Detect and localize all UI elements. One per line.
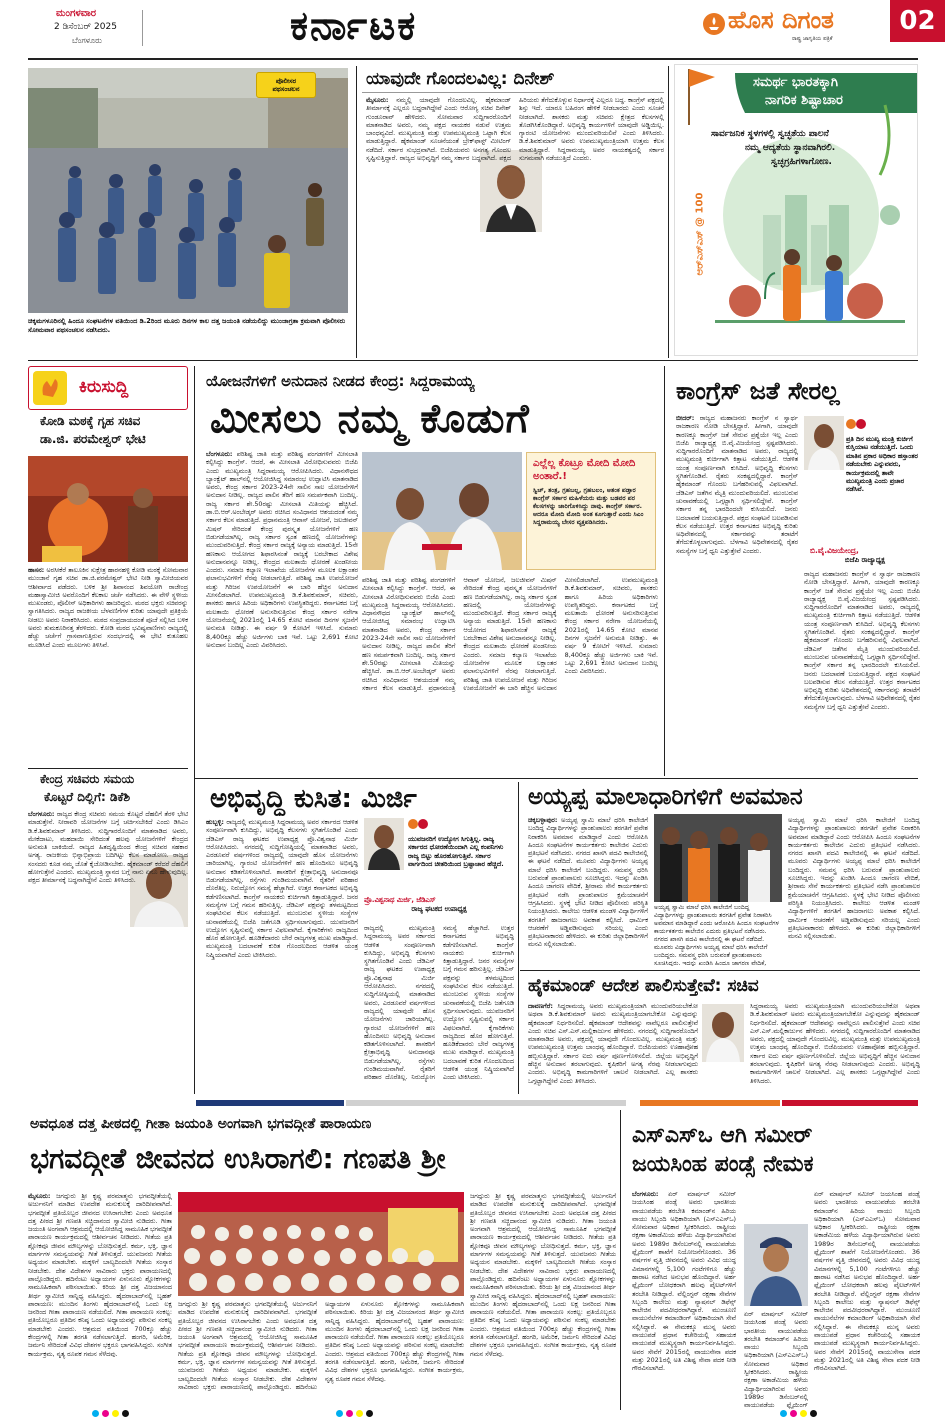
pullquote-text: ಎಲ್ಲೆಲ್ಲ ಕೊಟ್ರೂ ಮೋದಿ ಮೋದಿ ಅಂತಾರೆ.! <box>533 458 636 482</box>
bar-segment-navy <box>196 1100 344 1106</box>
quote-mark-icon <box>846 417 866 431</box>
reg-dot-black <box>810 1410 817 1417</box>
congress-quote-attrib <box>810 546 920 565</box>
main-body-text-2: ಪರಿಶಿಷ್ಟ ಜಾತಿ ಮತ್ತು ಪರಿಶಿಷ್ಟ ಪಂಗಡಗಳಿಗೆ ಮೀಸಲಾತಿ ಕಲ್ಪಿಸಿದ್ದು ಕಾಂಗ್ರೆಸ್. ಆದರೆ, ಈ ಮೀಸಲಾತಿ ವಿರೋಧಿಸುವವರು ಬಿಜೆಪಿ ಎಂದು ಮುಖ್ಯಮಂತ್ರಿ ಸಿದ್ದರಾಮಯ್ಯ ಆರೋಪಿಸಿದರು. ವಿಧಾನಸೌಧದ ಬ್ಯಾಂಕ್ವೆಟ್ ಹಾಲ್‌ನಲ್ಲಿ ಆಯೋಜಿಸಿದ್ದ ಸಮಾರಂಭ ಉದ್ಘಾಟಿಸಿ ಮಾತನಾಡಿದ ಅವರು, ಕೇಂದ್ರ ಸರ್ಕಾರ 2023-24ನೇ ಸಾಲಿನ ಸಾಲ ಯೋಜನೆಗಳಿಗೆ ಅನುದಾನ ನೀಡಿಲ್ಲ. ರಾಜ್ಯದ ಪಾಲಿನ ತೆರಿಗೆ ಹಣ ಸಮರ್ಪಕವಾಗಿ ಬಂದಿಲ್ಲ. ರಾಜ್ಯ ಸರ್ಕಾರ ಶೇ.50ರಷ್ಟು ಮೀಸಲಾತಿ ಮಿತಿಯನ್ನು ಹೆಚ್ಚಿಸಿದೆ. ಡಾ.ಬಿ.ಆರ್.ಅಂಬೇಡ್ಕರ್ ಅವರು ರಚಿಸಿದ ಸಂವಿಧಾನದ ಆಶಯದಂತೆ ನಮ್ಮ ಸರ್ಕಾರ ಕೆಲಸ ಮಾಡುತ್ತಿದೆ. ಪ್ರಧಾನಮಂತ್ರಿ ಆವಾಸ್ ಯೋಜನೆ, ಜಲಜೀವನ್ ಮಿಷನ್ ಸೇರಿದಂತೆ ಕೇಂದ್ರ ಪುರಸ್ಕೃತ ಯೋಜನೆಗಳಿಗೆ ಹಣ ಬಿಡುಗಡೆಯಾಗಿಲ್ಲ. ರಾಜ್ಯ ಸರ್ಕಾರ ಸ್ವಂತ ಹಣದಲ್ಲಿ ಯೋಜನೆಗಳನ್ನು ಮುಂದುವರಿಸುತ್ತಿದೆ. ಕೇಂದ್ರ ಸರ್ಕಾರ ರಾಜ್ಯಕ್ಕೆ ಅನ್ಯಾಯ ಮಾಡುತ್ತಿದೆ. 15ನೇ ಹಣಕಾಸು ಆಯೋಗದ ಶಿಫಾರಸಿನಂತೆ ರಾಜ್ಯಕ್ಕೆ ಬರಬೇಕಾದ ವಿಶೇಷ ಅನುದಾನವನ್ನೂ ನೀಡಿಲ್ಲ. ಕೇಂದ್ರದ ಮಲತಾಯಿ ಧೋರಣೆ ಖಂಡನೀಯ ಎಂದರು. ಸಮಾಜ ಕಲ್ಯಾಣ ಇಲಾಖೆಯ ಯೋಜನೆಗಳ ಮೂಲಕ ಲಕ್ಷಾಂತರ ಫಲಾನುಭವಿಗಳಿಗೆ ನೆರವು ನೀಡಲಾಗುತ್ತಿದೆ. ಪರಿಶಿಷ್ಟ ಜಾತಿ ಉಪಯೋಜನೆ ಮತ್ತು ಗಿರಿಜನ ಉಪಯೋಜನೆಗೆ ಈ ಬಾರಿ ಹೆಚ್ಚಿನ ಅನುದಾನ ಮೀಸಲಿಡಲಾಗಿದೆ. ಉಪಮುಖ್ಯಮಂತ್ರಿ ಡಿ.ಕೆ.ಶಿವಕುಮಾರ್, ಸಚಿವರು, ಶಾಸಕರು ಹಾಗೂ ಹಿರಿಯ ಅಧಿಕಾರಿಗಳು ಉಪಸ್ಥಿತರಿದ್ದರು. ಕರ್ನಾಟಕದ ಬಗ್ಗೆ ಮಲತಾಯಿ ಧೋರಣೆ ಅನುಸರಿಸುತ್ತಿರುವ ಕೇಂದ್ರ ಸರ್ಕಾರ ನರೇಗಾ ಯೋಜನೆಯಲ್ಲಿ 2021ರಲ್ಲಿ 14.65 ಕೋಟಿ ಮಾನವ ದಿನಗಳ ಸೃಜನೆಗೆ ಅನುಮತಿ ನೀಡಿತ್ತು. ಈ ವರ್ಷ 9 ಕೋಟಿಗೆ ಇಳಿಸಿದೆ. ಸುಮಾರು 8,400ಕ್ಕೂ ಹೆಚ್ಚು ಅರ್ಜಿಗಳು ಬಾಕಿ ಇವೆ. ಒಟ್ಟು 2,691 ಕೋಟಿ ಅನುದಾನ ಬಂದಿಲ್ಲ ಎಂದು ವಿವರಿಸಿದರು. <box>362 576 658 692</box>
mirji-quote-text: ಯುವಜನರಿಗೆ ಉದ್ಯೋಗ ಸಿಗುತ್ತಿಲ್ಲ. ರಾಜ್ಯ ಸರ್ಕಾರದ ಧೋರಣೆಯಿಂದಾಗಿ ಎಲ್ಲ ಕಂಪನಿಗಳು ರಾಜ್ಯ ಬಿಟ್ಟು ಹೊರಹೋಗುತ್ತಿವೆ. ಸರ್ಕಾರ ವಾರ್ಗದಿಂದ ಚೀತರಿಯಿಂದ ಬ್ರಷ್ಟಾಚಾರ ಹೆಚ್ಚಿದೆ. <box>408 835 504 869</box>
haikamand-body-text: ಸಿದ್ದರಾಮಯ್ಯ ಅವರು ಮುಖ್ಯಮಂತ್ರಿಯಾಗಿ ಮುಂದುವರಿಯಬೇಕೋ ಅಥವಾ ಡಿ.ಕೆ.ಶಿವಕುಮಾರ್ ಅವರು ಮುಖ್ಯಮಂತ್ರಿಯಾಗಬೇಕೋ ಎನ್ನುವುದನ್ನು ಹೈಕಮಾಂಡ್ ನಿರ್ಧರಿಸಲಿದೆ. ಹೈಕಮಾಂಡ್ ಆದೇಶವನ್ನು ನಾವೆಲ್ಲರೂ ಪಾಲಿಸುತ್ತೇವೆ ಎಂದು ಸಚಿವ ಎಸ್.ಎಸ್.ಮಲ್ಲಿಕಾರ್ಜುನ ಹೇಳಿದರು. ನಗರದಲ್ಲಿ ಸುದ್ದಿಗಾರರೊಂದಿಗೆ ಮಾತನಾಡಿದ ಅವರು, ಪಕ್ಷದಲ್ಲಿ ಯಾವುದೇ ಗೊಂದಲವಿಲ್ಲ. ಮುಖ್ಯಮಂತ್ರಿ ಮತ್ತು ಉಪಮುಖ್ಯಮಂತ್ರಿ ಉತ್ತಮ ಬಾಂಧವ್ಯ ಹೊಂದಿದ್ದಾರೆ. ಬಿಜೆಪಿಯವರು ಊಹಾಪೋಹ ಹಬ್ಬಿಸುತ್ತಿದ್ದಾರೆ. ಸರ್ಕಾರ ಐದು ವರ್ಷ ಪೂರ್ಣಗೊಳಿಸಲಿದೆ. ಜಿಲ್ಲೆಯ ಅಭಿವೃದ್ಧಿಗೆ ಹೆಚ್ಚಿನ ಅನುದಾನ ತರಲಾಗುವುದು. ಕೃಷಿಕರಿಗೆ ಅಗತ್ಯ ನೆರವು ನೀಡಲಾಗುವುದು ಎಂದರು. ಅಭಿವೃದ್ಧಿ ಕಾಮಗಾರಿಗಳಿಗೆ ಚಾಲನೆ ನೀಡಲಾಗಿದೆ. ಎಲ್ಲ ಶಾಸಕರು ಒಗ್ಗಟ್ಟಾಗಿದ್ದೇವೆ ಎಂದು ತಿಳಿಸಿದರು. <box>528 1002 698 1085</box>
page-number: 02 <box>899 6 936 36</box>
ayyappa-caption <box>654 904 782 966</box>
mirji-photo <box>364 818 404 870</box>
reg-dot-black <box>366 1410 373 1417</box>
gita-body-1 <box>28 1192 172 1410</box>
mirji-quote-name: ಪ್ರೊ.ವಿಶ್ವನಾಥ ಮಿರ್ಜಿ, ಜೆಡಿಎಸ್ <box>364 896 436 904</box>
bar-segment-red <box>782 1100 918 1106</box>
ad-title-2: ನಾಗರಿಕ ಶಿಷ್ಟಾಚಾರ <box>765 93 843 108</box>
date-box <box>28 8 138 48</box>
mirji-portrait <box>364 818 404 870</box>
dk-headline-2: ಕೊಟ್ಟರೆ ದಿಲ್ಲಿಗೆ: ಡಿಕೆಶಿ <box>44 790 131 804</box>
sameer-body-text-2: ಏರ್ ಮಾರ್ಷಲ್ ಸಮೀರ್ ಜಯಸಿಂಹ ಪಂಡ್ಸೆ ಅವರು ಭಾರತೀಯ ವಾಯುಪಡೆಯ ತರಬೇತಿ ಕಮಾಂಡ್‌ನ ಹಿರಿಯ ವಾಯು ಸಿಬ್ಬಂದಿ ಅಧಿಕಾರಿಯಾಗಿ (ಎಸ್‌ಎಎಸ್‌ಒ) ಸೋಮವಾರ ಅಧಿಕಾರ ಸ್ವೀಕರಿಸಿದರು. ರಾಷ್ಟ್ರೀಯ ರಕ್ಷಣಾ ಅಕಾಡೆಮಿಯ ಹಳೆಯ ವಿದ್ಯಾರ್ಥಿಯಾಗಿರುವ ಅವರು 1989ರ ಡಿಸೆಂಬರ್‌ನಲ್ಲಿ ವಾಯುಪಡೆಯ ಫ್ಲೈಯಿಂಗ್ <box>744 1310 808 1410</box>
reg-dot-cyan <box>780 1410 787 1417</box>
col-rule-3 <box>194 366 195 1094</box>
ad-line-1: ಸಾರ್ವಜನಿಕ ಸ್ಥಳಗಳಲ್ಲಿ ಸ್ವಚ್ಛತೆಯ ಪಾಲನೆ <box>711 129 829 139</box>
ayyappa-headline: ಅಯ್ಯಪ್ಪ ಮಾಲಾಧಾರಿಗಳಿಗೆ ಅವಮಾನ <box>528 784 803 810</box>
congress-body-2 <box>804 570 920 776</box>
mirji-body-text-2: ರಾಜ್ಯದಲ್ಲಿ ಮುಖ್ಯಮಂತ್ರಿ ಸಿದ್ದರಾಮಯ್ಯ ಅವರ ಸರ್ಕಾರದ ಆಡಳಿತ ಸಂಪೂರ್ಣವಾಗಿ ಕುಸಿದಿದ್ದು, ಅಭಿವೃದ್ಧಿ ಕೆಲಸಗಳು ಸ್ಥಗಿತಗೊಂಡಿವೆ ಎಂದು ಜೆಡಿಎಸ್ ರಾಜ್ಯ ಘಟಕದ ಉಪಾಧ್ಯಕ್ಷ ಪ್ರೊ.ವಿಶ್ವನಾಥ ಮಿರ್ಜಿ ಆರೋಪಿಸಿದರು. ನಗರದಲ್ಲಿ ಸುದ್ದಿಗೋಷ್ಠಿಯಲ್ಲಿ ಮಾತನಾಡಿದ ಅವರು, ಎರಡೂವರೆ ವರ್ಷಗಳಿಂದ ರಾಜ್ಯದಲ್ಲಿ ಯಾವುದೇ ಹೊಸ ಯೋಜನೆಗಳು ಜಾರಿಯಾಗಿಲ್ಲ. ಗ್ಯಾರಂಟಿ ಯೋಜನೆಗಳಿಗೆ ಹಣ ಹೊಂದಿಸಲು ಅಭಿವೃದ್ಧಿ ಅನುದಾನ ಕಡಿತಗೊಳಿಸಲಾಗಿದೆ. ಶಾಸಕರಿಗೆ ಕ್ಷೇತ್ರಾಭಿವೃದ್ಧಿ ಅನುದಾನವೂ ಬಿಡುಗಡೆಯಾಗಿಲ್ಲ. ರಸ್ತೆಗಳು ಗುಂಡಿಮಯವಾಗಿವೆ. ರೈತರಿಗೆ ಪರಿಹಾರ ದೊರೆತಿಲ್ಲ. ನಿರುದ್ಯೋಗ ಸಮಸ್ಯೆ ಹೆಚ್ಚಾಗಿದೆ. ಉತ್ತರ ಕರ್ನಾಟಕದ ಅಭಿವೃದ್ಧಿ ಕಡೆಗಣಿಸಲಾಗಿದೆ. ಕಾಂಗ್ರೆಸ್ ನಾಯಕರು ಕುರ್ಚಿಗಾಗಿ ಕಿತ್ತಾಡುತ್ತಿದ್ದಾರೆ. ಜನರ ಸಮಸ್ಯೆಗಳ ಬಗ್ಗೆ ಗಮನ ಹರಿಸುತ್ತಿಲ್ಲ. ಜೆಡಿಎಸ್ ಪಕ್ಷವನ್ನು ತಳಮಟ್ಟದಿಂದ ಸಂಘಟಿಸುವ ಕೆಲಸ ನಡೆಯುತ್ತಿದೆ. ಮುಂಬರುವ ಸ್ಥಳೀಯ ಸಂಸ್ಥೆಗಳ ಚುನಾವಣೆಯಲ್ಲಿ ಬಿಜೆಪಿ ಜತೆಗೂಡಿ ಸ್ಪರ್ಧಿಸಲಾಗುವುದು. ಯುವಜನರಿಗೆ ಉದ್ಯೋಗ ಸೃಷ್ಟಿಸುವಲ್ಲಿ ಸರ್ಕಾರ ವಿಫಲವಾಗಿದೆ. ಕೈಗಾರಿಕೆಗಳು ರಾಜ್ಯದಿಂದ ಹೊರ ಹೋಗುತ್ತಿವೆ. ಹೂಡಿಕೆದಾರರು ಬೇರೆ ರಾಜ್ಯಗಳತ್ತ ಮುಖ ಮಾಡಿದ್ದಾರೆ. ಮುಖ್ಯಮಂತ್ರಿ ಬದಲಾವಣೆ ಕುರಿತ ಗೊಂದಲದಿಂದ ಆಡಳಿತ ಯಂತ್ರ ನಿಷ್ಕ್ರಿಯವಾಗಿದೆ ಎಂದು ಟೀಕಿಸಿದರು. <box>364 924 514 1082</box>
haikamand-headline: ಹೈಕಮಾಂಡ್ ಆದೇಶ ಪಾಲಿಸುತ್ತೇವೆ: ಸಚಿವ <box>528 976 759 996</box>
masthead-date: 2 ಡಿಸೆಂಬರ್ 2025 <box>54 22 117 32</box>
logo-tagline: ರಾಷ್ಟ್ರ ಜಾಗೃತಿಯ ಪತ್ರಿಕೆ <box>792 36 833 42</box>
sameer-body-text-3: ಏರ್ ಮಾರ್ಷಲ್ ಸಮೀರ್ ಜಯಸಿಂಹ ಪಂಡ್ಸೆ ಅವರು ಭಾರತೀಯ ವಾಯುಪಡೆಯ ತರಬೇತಿ ಕಮಾಂಡ್‌ನ ಹಿರಿಯ ವಾಯು ಸಿಬ್ಬಂದಿ ಅಧಿಕಾರಿಯಾಗಿ (ಎಸ್‌ಎಎಸ್‌ಒ) ಸೋಮವಾರ ಅಧಿಕಾರ ಸ್ವೀಕರಿಸಿದರು. ರಾಷ್ಟ್ರೀಯ ರಕ್ಷಣಾ ಅಕಾಡೆಮಿಯ ಹಳೆಯ ವಿದ್ಯಾರ್ಥಿಯಾಗಿರುವ ಅವರು 1989ರ ಡಿಸೆಂಬರ್‌ನಲ್ಲಿ ವಾಯುಪಡೆಯ ಫ್ಲೈಯಿಂಗ್ ಶಾಖೆಗೆ ನಿಯೋಜನೆಗೊಂಡರು. 36 ವರ್ಷಗಳ ವೃತ್ತಿ ಜೀವನದಲ್ಲಿ ಅವರು ವಿವಿಧ ಯುದ್ಧ ವಿಮಾನಗಳಲ್ಲಿ 5,100 ಗಂಟೆಗಳಿಗೂ ಹೆಚ್ಚು ಹಾರಾಟ ನಡೆಸಿದ ಅನುಭವ ಹೊಂದಿದ್ದಾರೆ. ಅರ್ಹ ಫ್ಲೈಯಿಂಗ್ ಬೋಧಕರಾಗಿ ಹಲವು ಪೈಲಟ್‌ಗಳಿಗೆ ತರಬೇತಿ ನೀಡಿದ್ದಾರೆ. ವೆಲ್ಲಿಂಗ್ಟನ್ ರಕ್ಷಣಾ ಸೇವೆಗಳ ಸಿಬ್ಬಂದಿ ಕಾಲೇಜು ಮತ್ತು ನ್ಯಾಷನಲ್ ಡಿಫೆನ್ಸ್ ಕಾಲೇಜಿನ ಪದವೀಧರರಾಗಿದ್ದಾರೆ. ಮುಂಚೂಣಿ ವಾಯುನೆಲೆಗಳ ಕಮಾಂಡಿಂಗ್ ಅಧಿಕಾರಿಯಾಗಿ ಸೇವೆ ಸಲ್ಲಿಸಿದ್ದಾರೆ. ಈ ನೇಮಕಕ್ಕೂ ಮುನ್ನ ಅವರು ವಾಯುಪಡೆ ಪ್ರಧಾನ ಕಚೇರಿಯಲ್ಲಿ ಸಹಾಯಕ ವಾಯುಪಡೆ ಮುಖ್ಯಸ್ಥರಾಗಿ ಕಾರ್ಯನಿರ್ವಹಿಸಿದ್ದರು. ಅವರ ಸೇವೆಗೆ 2015ರಲ್ಲಿ ವಾಯುಸೇನಾ ಪದಕ ಮತ್ತು 2021ರಲ್ಲಿ ಅತಿ ವಿಶಿಷ್ಟ ಸೇವಾ ಪದಕ ನೀಡಿ ಗೌರವಿಸಲಾಗಿದೆ. <box>814 1190 920 1373</box>
photo-caption: ಚಿಕ್ಕಮಗಳೂರಿನಲ್ಲಿ ಹಿಂದೂ ಸಂಘಟನೆಗಳ ವತಿಯಿಂದ ಡಿ.2ರಿಂದ ಮೂರು ದಿನಗಳ ಕಾಲ ದತ್ತ ಜಯಂತಿ ನಡೆಯಲಿದ್ದು ಮುಂಜಾಗ್ರತಾ ಕ್ರಮವಾಗಿ ಪೊಲೀಸರು ಸೋಮವಾರ ಪಥಸಂಚಲನ ನಡೆಸಿದರು. <box>28 317 346 334</box>
police-march-illustration <box>28 68 348 313</box>
ad-illustration <box>675 65 918 356</box>
mirji-body-text: ರಾಜ್ಯದಲ್ಲಿ ಮುಖ್ಯಮಂತ್ರಿ ಸಿದ್ದರಾಮಯ್ಯ ಅವರ ಸರ್ಕಾರದ ಆಡಳಿತ ಸಂಪೂರ್ಣವಾಗಿ ಕುಸಿದಿದ್ದು, ಅಭಿವೃದ್ಧಿ ಕೆಲಸಗಳು ಸ್ಥಗಿತಗೊಂಡಿವೆ ಎಂದು ಜೆಡಿಎಸ್ ರಾಜ್ಯ ಘಟಕದ ಉಪಾಧ್ಯಕ್ಷ ಪ್ರೊ.ವಿಶ್ವನಾಥ ಮಿರ್ಜಿ ಆರೋಪಿಸಿದರು. ನಗರದಲ್ಲಿ ಸುದ್ದಿಗೋಷ್ಠಿಯಲ್ಲಿ ಮಾತನಾಡಿದ ಅವರು, ಎರಡೂವರೆ ವರ್ಷಗಳಿಂದ ರಾಜ್ಯದಲ್ಲಿ ಯಾವುದೇ ಹೊಸ ಯೋಜನೆಗಳು ಜಾರಿಯಾಗಿಲ್ಲ. ಗ್ಯಾರಂಟಿ ಯೋಜನೆಗಳಿಗೆ ಹಣ ಹೊಂದಿಸಲು ಅಭಿವೃದ್ಧಿ ಅನುದಾನ ಕಡಿತಗೊಳಿಸಲಾಗಿದೆ. ಶಾಸಕರಿಗೆ ಕ್ಷೇತ್ರಾಭಿವೃದ್ಧಿ ಅನುದಾನವೂ ಬಿಡುಗಡೆಯಾಗಿಲ್ಲ. ರಸ್ತೆಗಳು ಗುಂಡಿಮಯವಾಗಿವೆ. ರೈತರಿಗೆ ಪರಿಹಾರ ದೊರೆತಿಲ್ಲ. ನಿರುದ್ಯೋಗ ಸಮಸ್ಯೆ ಹೆಚ್ಚಾಗಿದೆ. ಉತ್ತರ ಕರ್ನಾಟಕದ ಅಭಿವೃದ್ಧಿ ಕಡೆಗಣಿಸಲಾಗಿದೆ. ಕಾಂಗ್ರೆಸ್ ನಾಯಕರು ಕುರ್ಚಿಗಾಗಿ ಕಿತ್ತಾಡುತ್ತಿದ್ದಾರೆ. ಜನರ ಸಮಸ್ಯೆಗಳ ಬಗ್ಗೆ ಗಮನ ಹರಿಸುತ್ತಿಲ್ಲ. ಜೆಡಿಎಸ್ ಪಕ್ಷವನ್ನು ತಳಮಟ್ಟದಿಂದ ಸಂಘಟಿಸುವ ಕೆಲಸ ನಡೆಯುತ್ತಿದೆ. ಮುಂಬರುವ ಸ್ಥಳೀಯ ಸಂಸ್ಥೆಗಳ ಚುನಾವಣೆಯಲ್ಲಿ ಬಿಜೆಪಿ ಜತೆಗೂಡಿ ಸ್ಪರ್ಧಿಸಲಾಗುವುದು. ಯುವಜನರಿಗೆ ಉದ್ಯೋಗ ಸೃಷ್ಟಿಸುವಲ್ಲಿ ಸರ್ಕಾರ ವಿಫಲವಾಗಿದೆ. ಕೈಗಾರಿಕೆಗಳು ರಾಜ್ಯದಿಂದ ಹೊರ ಹೋಗುತ್ತಿವೆ. ಹೂಡಿಕೆದಾರರು ಬೇರೆ ರಾಜ್ಯಗಳತ್ತ ಮುಖ ಮಾಡಿದ್ದಾರೆ. ಮುಖ್ಯಮಂತ್ರಿ ಬದಲಾವಣೆ ಕುರಿತ ಗೊಂದಲದಿಂದ ಆಡಳಿತ ಯಂತ್ರ ನಿಷ್ಕ್ರಿಯವಾಗಿದೆ ಎಂದು ಟೀಕಿಸಿದರು. <box>206 818 358 959</box>
page-number-box <box>890 0 945 42</box>
kirusuddi-headline-1: ಕೋಡಿ ಮಠಕ್ಕೆ ಗೃಹ ಸಚಿವ <box>40 414 141 428</box>
kirusuddi-body-text: ಅರಸೀಕೆರೆ ತಾಲೂಕಿನ ಸುಕ್ಷೇತ್ರ ಹಾರನಹಳ್ಳಿ ಕೋಡಿ ಮಠಕ್ಕೆ ಸೋಮವಾರ ಮುಂಜಾನೆ ಗೃಹ ಸಚಿವ ಡಾ.ಜಿ.ಪರಮೇಶ್ವರ್ ಭೇಟಿ ನೀಡಿ ಸ್ವಾಮೀಜಿಯವರ ಆಶೀರ್ವಾದ ಪಡೆದರು. ಬಳಿಕ ಶ್ರೀ ಶಿವಾನಂದ ಶಿವಯೋಗಿ ರಾಜೇಂದ್ರ ಮಹಾಸ್ವಾಮೀಜಿ ಅವರೊಂದಿಗೆ ಕೆಲಕಾಲ ಚರ್ಚೆ ನಡೆಸಿದರು. ಈ ವೇಳೆ ಸ್ಥಳೀಯ ಮುಖಂಡರು, ಪೊಲೀಸ್ ಅಧಿಕಾರಿಗಳು ಹಾಜರಿದ್ದರು. ಮಠದ ಭಕ್ತರು ಸಚಿವರನ್ನು ಸ್ವಾಗತಿಸಿದರು. ರಾಜ್ಯದ ರಾಜಕೀಯ ಬೆಳವಣಿಗೆಗಳ ಕುರಿತು ಯಾವುದೇ ಪ್ರತಿಕ್ರಿಯೆ ನೀಡಲು ಅವರು ನಿರಾಕರಿಸಿದರು. ಮಠದ ಸಂಪ್ರದಾಯದಂತೆ ಪೂಜೆ ಸಲ್ಲಿಸಿದ ಬಳಿಕ ಅವರು ತುಮಕೂರಿನತ್ತ ತೆರಳಿದರು. ಕೋಡಿ ಮಠದ ಭವಿಷ್ಯವಾಣಿಗಳು ರಾಜ್ಯದಲ್ಲಿ ಹೆಚ್ಚು ಚರ್ಚೆಗೆ ಗ್ರಾಸವಾಗುತ್ತಿರುವ ಸಂದರ್ಭದಲ್ಲಿ ಈ ಭೇಟಿ ಕುತೂಹಲ ಮೂಡಿಸಿದೆ ಎಂದು ಮೂಲಗಳು ತಿಳಿಸಿವೆ. <box>28 566 188 649</box>
reg-dot-cyan <box>336 1410 343 1417</box>
gita-body-text-2: ಜಗದ್ಗುರು ಶ್ರೀ ಕೃಷ್ಣ ಪರಮಾತ್ಮನು ಭಗವದ್ಗೀತೆಯಲ್ಲಿ ಅರ್ಜುನನಿಗೆ ಮಾಡಿದ ಉಪದೇಶ ಮನುಕುಲಕ್ಕೆ ದಾರಿದೀಪವಾಗಿದೆ. ಭಗವದ್ಗೀತೆ ಪ್ರತಿಯೊಬ್ಬರ ಜೀವನದ ಉಸಿರಾಗಬೇಕು ಎಂದು ಅವಧೂತ ದತ್ತ ಪೀಠದ ಶ್ರೀ ಗಣಪತಿ ಸಚ್ಚಿದಾನಂದ ಸ್ವಾಮೀಜಿ ನುಡಿದರು. ಗೀತಾ ಜಯಂತಿ ಅಂಗವಾಗಿ ಆಶ್ರಮದಲ್ಲಿ ಆಯೋಜಿಸಿದ್ದ ಸಾಮೂಹಿಕ ಭಗವದ್ಗೀತೆ ಪಾರಾಯಣ ಕಾರ್ಯಕ್ರಮದಲ್ಲಿ ಆಶೀರ್ವಚನ ನೀಡಿದರು. ಗೀತೆಯ ಪ್ರತಿ ಶ್ಲೋಕವೂ ಜೀವನ ಮೌಲ್ಯಗಳನ್ನು ಬೋಧಿಸುತ್ತದೆ. ಕರ್ಮ, ಭಕ್ತಿ, ಜ್ಞಾನ ಮಾರ್ಗಗಳ ಸಮನ್ವಯವನ್ನು ಗೀತೆ ತಿಳಿಸುತ್ತದೆ. ಯುವಜನರು ಗೀತೆಯ ಅಧ್ಯಯನ ಮಾಡಬೇಕು. ಮಕ್ಕಳಿಗೆ ಬಾಲ್ಯದಿಂದಲೇ ಗೀತೆಯ ಸಂಸ್ಕಾರ ನೀಡಬೇಕು. ದೇಶ ವಿದೇಶಗಳ ಸಾವಿರಾರು ಭಕ್ತರು ಪಾರಾಯಣದಲ್ಲಿ ಪಾಲ್ಗೊಂಡಿದ್ದರು. ಹದಿನೆಂಟು ಅಧ್ಯಾಯಗಳ ಏಳುನೂರು ಶ್ಲೋಕಗಳನ್ನು ಸಾಮೂಹಿಕವಾಗಿ ಪಠಿಸಲಾಯಿತು. ಕಿರಿಯ ಶ್ರೀ ದತ್ತ ವಿಜಯಾನಂದ ತೀರ್ಥ ಸ್ವಾಮೀಜಿ ಸಾನ್ನಿಧ್ಯ ವಹಿಸಿದ್ದರು. ಹೈದರಾಬಾದ್‌ನಲ್ಲಿ ಬೃಹತ್ ಪಾರಾಯಣ: ಮುಂದಿನ ತಿಂಗಳು ಹೈದರಾಬಾದ್‌ನಲ್ಲಿ ಒಂದು ಲಕ್ಷ ಜನರಿಂದ ಗೀತಾ ಪಾರಾಯಣ ನಡೆಯಲಿದೆ. ಗೀತಾ ಪಾರಾಯಣ ಸಂಕಲ್ಪ: ಪ್ರತಿಯೊಬ್ಬರೂ ಪ್ರತಿದಿನ ಕನಿಷ್ಠ ಒಂದು ಅಧ್ಯಾಯವನ್ನು ಪಠಿಸುವ ಸಂಕಲ್ಪ ಮಾಡಬೇಕು ಎಂದರು. ಆಶ್ರಮದ ವತಿಯಿಂದ 700ಕ್ಕೂ ಹೆಚ್ಚು ಕೇಂದ್ರಗಳಲ್ಲಿ ಗೀತಾ ತರಗತಿ ನಡೆಸಲಾಗುತ್ತಿದೆ. ಹಂಗರಿ, ಅಮೆರಿಕ, ಜರ್ಮನಿ ಸೇರಿದಂತೆ ವಿವಿಧ ದೇಶಗಳ ಭಕ್ತರೂ ಭಾಗವಹಿಸಿದ್ದರು. ಸಂಗೀತ ಕಾರ್ಯಕ್ರಮ, ನೃತ್ಯ ರೂಪಕ ಗಮನ ಸೆಳೆದವು. <box>178 1300 464 1391</box>
kirusuddi-dateline: ಹಾಸನ: <box>28 566 45 574</box>
masthead <box>0 0 945 60</box>
vijayendra-portrait <box>804 416 844 470</box>
gita-headline: ಭಗವದ್ಗೀತೆ ಜೀವನದ ಉಸಿರಾಗಲಿ: ಗಣಪತಿ ಶ್ರೀ <box>30 1142 446 1175</box>
main-body-top <box>206 450 358 780</box>
ayyappa-body-text: ಅಯ್ಯಪ್ಪ ಸ್ವಾಮಿ ಮಾಲೆ ಧರಿಸಿ ಕಾಲೇಜಿಗೆ ಬಂದಿದ್ದ ವಿದ್ಯಾರ್ಥಿಗಳನ್ನು ಪ್ರಾಂಶುಪಾಲರು ತರಗತಿಗೆ ಪ್ರವೇಶ ನಿರಾಕರಿಸಿ ಅವಮಾನ ಮಾಡಿದ್ದಾರೆ ಎಂದು ಆರೋಪಿಸಿ ಹಿಂದೂ ಸಂಘಟನೆಗಳ ಕಾರ್ಯಕರ್ತರು ಕಾಲೇಜಿನ ಎದುರು ಪ್ರತಿಭಟನೆ ನಡೆಸಿದರು. ನಗರದ ಖಾಸಗಿ ಪದವಿ ಕಾಲೇಜಿನಲ್ಲಿ ಈ ಘಟನೆ ನಡೆದಿದೆ. ಮೂವರು ವಿದ್ಯಾರ್ಥಿಗಳು ಅಯ್ಯಪ್ಪ ಮಾಲೆ ಧರಿಸಿ ಕಾಲೇಜಿಗೆ ಬಂದಿದ್ದರು. ಸಮವಸ್ತ್ರ ಧರಿಸಿ ಬರುವಂತೆ ಪ್ರಾಂಶುಪಾಲರು ಸೂಚಿಸಿದ್ದರು. ಇದನ್ನು ಖಂಡಿಸಿ ಹಿಂದೂ ಜಾಗರಣ ವೇದಿಕೆ, ಶ್ರೀರಾಮ ಸೇನೆ ಕಾರ್ಯಕರ್ತರು ಪ್ರತಿಭಟನೆ ನಡೆಸಿ ಪ್ರಾಂಶುಪಾಲರ ಕ್ಷಮೆಯಾಚನೆಗೆ ಆಗ್ರಹಿಸಿದರು. ಸ್ಥಳಕ್ಕೆ ಭೇಟಿ ನೀಡಿದ ಪೊಲೀಸರು ಪರಿಸ್ಥಿತಿ ನಿಯಂತ್ರಿಸಿದರು. ಕಾಲೇಜು ಆಡಳಿತ ಮಂಡಳಿ ವಿದ್ಯಾರ್ಥಿಗಳಿಗೆ ತರಗತಿಗೆ ಹಾಜರಾಗಲು ಅವಕಾಶ ಕಲ್ಪಿಸಿದೆ. ಧಾರ್ಮಿಕ ಆಚರಣೆಗೆ ಅಡ್ಡಿಪಡಿಸುವುದು ಸರಿಯಲ್ಲ ಎಂದು ಪ್ರತಿಭಟನಾಕಾರರು ಹೇಳಿದರು. ಈ ಕುರಿತು ಜಿಲ್ಲಾಧಿಕಾರಿಗಳಿಗೆ ಮನವಿ ಸಲ್ಲಿಸಲಾಯಿತು. <box>528 816 648 949</box>
kirusuddi-rule <box>28 768 188 769</box>
minister-photo <box>702 1004 744 1062</box>
cm-dcm-illustration <box>362 452 522 570</box>
ayyappa-illustration <box>654 814 782 902</box>
sameer-dateline: ಬೆಂಗಳೂರು: <box>632 1190 659 1198</box>
sameer-photo <box>744 1224 808 1306</box>
sameer-body-2 <box>744 1310 808 1410</box>
hand-icon <box>33 371 67 405</box>
dinesh-dateline: ಮೈಸೂರು: <box>366 96 389 104</box>
dinesh-body <box>366 96 664 354</box>
congress-quote <box>846 416 920 546</box>
dk-headline-1: ಕೇಂದ್ರ ಸಚಿವರು ಸಮಯ <box>40 772 135 786</box>
dk-body <box>28 810 188 1092</box>
congress-body-text-2: ರಾಜ್ಯದ ಮಹಾಜನರು ಕಾಂಗ್ರೆಸ್ ನ ಸ್ವಾರ್ಥ ರಾಜಕಾರಣ ನೋಡಿ ಬೇಸತ್ತಿದ್ದಾರೆ. ಹೀಗಾಗಿ, ಯಾವುದೇ ಕಾರಣಕ್ಕೂ ಕಾಂಗ್ರೆಸ್ ಜತೆ ಸೇರುವ ಪ್ರಶ್ನೆಯೇ ಇಲ್ಲ ಎಂದು ಬಿಜೆಪಿ ರಾಜ್ಯಾಧ್ಯಕ್ಷ ಬಿ.ವೈ.ವಿಜಯೇಂದ್ರ ಸ್ಪಷ್ಟಪಡಿಸಿದರು. ಸುದ್ದಿಗಾರರೊಂದಿಗೆ ಮಾತನಾಡಿದ ಅವರು, ರಾಜ್ಯದಲ್ಲಿ ಮುಖ್ಯಮಂತ್ರಿ ಕುರ್ಚಿಗಾಗಿ ಕಿತ್ತಾಟ ನಡೆಯುತ್ತಿದೆ. ಆಡಳಿತ ಯಂತ್ರ ಸಂಪೂರ್ಣವಾಗಿ ಕುಸಿದಿದೆ. ಅಭಿವೃದ್ಧಿ ಕೆಲಸಗಳು ಸ್ಥಗಿತಗೊಂಡಿವೆ. ರೈತರು ಸಂಕಷ್ಟದಲ್ಲಿದ್ದಾರೆ. ಕಾಂಗ್ರೆಸ್ ಹೈಕಮಾಂಡ್ ಗೊಂದಲ ಬಗೆಹರಿಸುವಲ್ಲಿ ವಿಫಲವಾಗಿದೆ. ಜೆಡಿಎಸ್ ಜತೆಗಿನ ಮೈತ್ರಿ ಮುಂದುವರಿಯಲಿದೆ. ಮುಂಬರುವ ಚುನಾವಣೆಯಲ್ಲಿ ಒಗ್ಗಟ್ಟಾಗಿ ಸ್ಪರ್ಧಿಸಲಿದ್ದೇವೆ. ಕಾಂಗ್ರೆಸ್ ಸರ್ಕಾರ ತನ್ನ ಭಾರದಿಂದಲೇ ಕುಸಿಯಲಿದೆ. ಜನರು ಬದಲಾವಣೆ ಬಯಸುತ್ತಿದ್ದಾರೆ. ಪಕ್ಷದ ಸಂಘಟನೆ ಬಲಪಡಿಸುವ ಕೆಲಸ ನಡೆಯುತ್ತಿದೆ. ಉತ್ತರ ಕರ್ನಾಟಕದ ಅಭಿವೃದ್ಧಿ ಕುರಿತು ಅಧಿವೇಶನದಲ್ಲಿ ಸರ್ಕಾರವನ್ನು ತರಾಟೆಗೆ ತೆಗೆದುಕೊಳ್ಳಲಾಗುವುದು. ಬೆಳಗಾವಿ ಅಧಿವೇಶನದಲ್ಲಿ ರೈತರ ಸಮಸ್ಯೆಗಳ ಬಗ್ಗೆ ಧ್ವನಿ ಎತ್ತುತ್ತೇವೆ ಎಂದರು. <box>804 570 920 711</box>
masthead-day: ಮಂಗಳವಾರ <box>56 8 97 19</box>
main-body-text: ಪರಿಶಿಷ್ಟ ಜಾತಿ ಮತ್ತು ಪರಿಶಿಷ್ಟ ಪಂಗಡಗಳಿಗೆ ಮೀಸಲಾತಿ ಕಲ್ಪಿಸಿದ್ದು ಕಾಂಗ್ರೆಸ್. ಆದರೆ, ಈ ಮೀಸಲಾತಿ ವಿರೋಧಿಸುವವರು ಬಿಜೆಪಿ ಎಂದು ಮುಖ್ಯಮಂತ್ರಿ ಸಿದ್ದರಾಮಯ್ಯ ಆರೋಪಿಸಿದರು. ವಿಧಾನಸೌಧದ ಬ್ಯಾಂಕ್ವೆಟ್ ಹಾಲ್‌ನಲ್ಲಿ ಆಯೋಜಿಸಿದ್ದ ಸಮಾರಂಭ ಉದ್ಘಾಟಿಸಿ ಮಾತನಾಡಿದ ಅವರು, ಕೇಂದ್ರ ಸರ್ಕಾರ 2023-24ನೇ ಸಾಲಿನ ಸಾಲ ಯೋಜನೆಗಳಿಗೆ ಅನುದಾನ ನೀಡಿಲ್ಲ. ರಾಜ್ಯದ ಪಾಲಿನ ತೆರಿಗೆ ಹಣ ಸಮರ್ಪಕವಾಗಿ ಬಂದಿಲ್ಲ. ರಾಜ್ಯ ಸರ್ಕಾರ ಶೇ.50ರಷ್ಟು ಮೀಸಲಾತಿ ಮಿತಿಯನ್ನು ಹೆಚ್ಚಿಸಿದೆ. ಡಾ.ಬಿ.ಆರ್.ಅಂಬೇಡ್ಕರ್ ಅವರು ರಚಿಸಿದ ಸಂವಿಧಾನದ ಆಶಯದಂತೆ ನಮ್ಮ ಸರ್ಕಾರ ಕೆಲಸ ಮಾಡುತ್ತಿದೆ. ಪ್ರಧಾನಮಂತ್ರಿ ಆವಾಸ್ ಯೋಜನೆ, ಜಲಜೀವನ್ ಮಿಷನ್ ಸೇರಿದಂತೆ ಕೇಂದ್ರ ಪುರಸ್ಕೃತ ಯೋಜನೆಗಳಿಗೆ ಹಣ ಬಿಡುಗಡೆಯಾಗಿಲ್ಲ. ರಾಜ್ಯ ಸರ್ಕಾರ ಸ್ವಂತ ಹಣದಲ್ಲಿ ಯೋಜನೆಗಳನ್ನು ಮುಂದುವರಿಸುತ್ತಿದೆ. ಕೇಂದ್ರ ಸರ್ಕಾರ ರಾಜ್ಯಕ್ಕೆ ಅನ್ಯಾಯ ಮಾಡುತ್ತಿದೆ. 15ನೇ ಹಣಕಾಸು ಆಯೋಗದ ಶಿಫಾರಸಿನಂತೆ ರಾಜ್ಯಕ್ಕೆ ಬರಬೇಕಾದ ವಿಶೇಷ ಅನುದಾನವನ್ನೂ ನೀಡಿಲ್ಲ. ಕೇಂದ್ರದ ಮಲತಾಯಿ ಧೋರಣೆ ಖಂಡನೀಯ ಎಂದರು. ಸಮಾಜ ಕಲ್ಯಾಣ ಇಲಾಖೆಯ ಯೋಜನೆಗಳ ಮೂಲಕ ಲಕ್ಷಾಂತರ ಫಲಾನುಭವಿಗಳಿಗೆ ನೆರವು ನೀಡಲಾಗುತ್ತಿದೆ. ಪರಿಶಿಷ್ಟ ಜಾತಿ ಉಪಯೋಜನೆ ಮತ್ತು ಗಿರಿಜನ ಉಪಯೋಜನೆಗೆ ಈ ಬಾರಿ ಹೆಚ್ಚಿನ ಅನುದಾನ ಮೀಸಲಿಡಲಾಗಿದೆ. ಉಪಮುಖ್ಯಮಂತ್ರಿ ಡಿ.ಕೆ.ಶಿವಕುಮಾರ್, ಸಚಿವರು, ಶಾಸಕರು ಹಾಗೂ ಹಿರಿಯ ಅಧಿಕಾರಿಗಳು ಉಪಸ್ಥಿತರಿದ್ದರು. ಕರ್ನಾಟಕದ ಬಗ್ಗೆ ಮಲತಾಯಿ ಧೋರಣೆ ಅನುಸರಿಸುತ್ತಿರುವ ಕೇಂದ್ರ ಸರ್ಕಾರ ನರೇಗಾ ಯೋಜನೆಯಲ್ಲಿ 2021ರಲ್ಲಿ 14.65 ಕೋಟಿ ಮಾನವ ದಿನಗಳ ಸೃಜನೆಗೆ ಅನುಮತಿ ನೀಡಿತ್ತು. ಈ ವರ್ಷ 9 ಕೋಟಿಗೆ ಇಳಿಸಿದೆ. ಸುಮಾರು 8,400ಕ್ಕೂ ಹೆಚ್ಚು ಅರ್ಜಿಗಳು ಬಾಕಿ ಇವೆ. ಒಟ್ಟು 2,691 ಕೋಟಿ ಅನುದಾನ ಬಂದಿಲ್ಲ ಎಂದು ವಿವರಿಸಿದರು. <box>206 450 358 649</box>
ad-vertical-text: ಆರ್‌ಎಸ್‌ಎಸ್ @ 100 <box>694 192 706 276</box>
sameer-portrait <box>744 1224 808 1306</box>
gita-photo <box>178 1192 464 1296</box>
main-body-bottom <box>362 576 658 776</box>
col-rule-6 <box>620 1110 621 1410</box>
ayyappa-body-text-2: ಅಯ್ಯಪ್ಪ ಸ್ವಾಮಿ ಮಾಲೆ ಧರಿಸಿ ಕಾಲೇಜಿಗೆ ಬಂದಿದ್ದ ವಿದ್ಯಾರ್ಥಿಗಳನ್ನು ಪ್ರಾಂಶುಪಾಲರು ತರಗತಿಗೆ ಪ್ರವೇಶ ನಿರಾಕರಿಸಿ ಅವಮಾನ ಮಾಡಿದ್ದಾರೆ ಎಂದು ಆರೋಪಿಸಿ ಹಿಂದೂ ಸಂಘಟನೆಗಳ ಕಾರ್ಯಕರ್ತರು ಕಾಲೇಜಿನ ಎದುರು ಪ್ರತಿಭಟನೆ ನಡೆಸಿದರು. ನಗರದ ಖಾಸಗಿ ಪದವಿ ಕಾಲೇಜಿನಲ್ಲಿ ಈ ಘಟನೆ ನಡೆದಿದೆ. ಮೂವರು ವಿದ್ಯಾರ್ಥಿಗಳು ಅಯ್ಯಪ್ಪ ಮಾಲೆ ಧರಿಸಿ ಕಾಲೇಜಿಗೆ ಬಂದಿದ್ದರು. ಸಮವಸ್ತ್ರ ಧರಿಸಿ ಬರುವಂತೆ ಪ್ರಾಂಶುಪಾಲರು ಸೂಚಿಸಿದ್ದರು. ಇದನ್ನು ಖಂಡಿಸಿ ಹಿಂದೂ ಜಾಗರಣ ವೇದಿಕೆ, ಶ್ರೀರಾಮ ಸೇನೆ ಕಾರ್ಯಕರ್ತರು ಪ್ರತಿಭಟನೆ ನಡೆಸಿ ಪ್ರಾಂಶುಪಾಲರ ಕ್ಷಮೆಯಾಚನೆಗೆ ಆಗ್ರಹಿಸಿದರು. ಸ್ಥಳಕ್ಕೆ ಭೇಟಿ ನೀಡಿದ ಪೊಲೀಸರು ಪರಿಸ್ಥಿತಿ ನಿಯಂತ್ರಿಸಿದರು. ಕಾಲೇಜು ಆಡಳಿತ ಮಂಡಳಿ ವಿದ್ಯಾರ್ಥಿಗಳಿಗೆ ತರಗತಿಗೆ ಹಾಜರಾಗಲು ಅವಕಾಶ ಕಲ್ಪಿಸಿದೆ. ಧಾರ್ಮಿಕ ಆಚರಣೆಗೆ ಅಡ್ಡಿಪಡಿಸುವುದು ಸರಿಯಲ್ಲ ಎಂದು ಪ್ರತಿಭಟನಾಕಾರರು ಹೇಳಿದರು. ಈ ಕುರಿತು ಜಿಲ್ಲಾಧಿಕಾರಿಗಳಿಗೆ ಮನವಿ ಸಲ್ಲಿಸಲಾಯಿತು. <box>788 816 920 941</box>
congress-headline: ಕಾಂಗ್ರೆಸ್ ಜತೆ ಸೇರಲ್ಲ <box>676 377 840 405</box>
sameer-headline-2: ಜಯಸಿಂಹ ಪಂಡ್ಸೆ ನೇಮಕ <box>632 1152 814 1177</box>
police-march-photo <box>28 68 348 313</box>
reg-dot-magenta <box>790 1410 797 1417</box>
newspaper-logo <box>700 6 890 48</box>
ad-title-1: ಸಮರ್ಥ ಭಾರತಕ್ಕಾಗಿ <box>753 75 838 90</box>
sameer-body-3 <box>814 1190 920 1410</box>
haikamand-body-2 <box>750 1002 920 1094</box>
ayyappa-photo <box>654 814 782 902</box>
haikamand-body-text-2: ಸಿದ್ದರಾಮಯ್ಯ ಅವರು ಮುಖ್ಯಮಂತ್ರಿಯಾಗಿ ಮುಂದುವರಿಯಬೇಕೋ ಅಥವಾ ಡಿ.ಕೆ.ಶಿವಕುಮಾರ್ ಅವರು ಮುಖ್ಯಮಂತ್ರಿಯಾಗಬೇಕೋ ಎನ್ನುವುದನ್ನು ಹೈಕಮಾಂಡ್ ನಿರ್ಧರಿಸಲಿದೆ. ಹೈಕಮಾಂಡ್ ಆದೇಶವನ್ನು ನಾವೆಲ್ಲರೂ ಪಾಲಿಸುತ್ತೇವೆ ಎಂದು ಸಚಿವ ಎಸ್.ಎಸ್.ಮಲ್ಲಿಕಾರ್ಜುನ ಹೇಳಿದರು. ನಗರದಲ್ಲಿ ಸುದ್ದಿಗಾರರೊಂದಿಗೆ ಮಾತನಾಡಿದ ಅವರು, ಪಕ್ಷದಲ್ಲಿ ಯಾವುದೇ ಗೊಂದಲವಿಲ್ಲ. ಮುಖ್ಯಮಂತ್ರಿ ಮತ್ತು ಉಪಮುಖ್ಯಮಂತ್ರಿ ಉತ್ತಮ ಬಾಂಧವ್ಯ ಹೊಂದಿದ್ದಾರೆ. ಬಿಜೆಪಿಯವರು ಊಹಾಪೋಹ ಹಬ್ಬಿಸುತ್ತಿದ್ದಾರೆ. ಸರ್ಕಾರ ಐದು ವರ್ಷ ಪೂರ್ಣಗೊಳಿಸಲಿದೆ. ಜಿಲ್ಲೆಯ ಅಭಿವೃದ್ಧಿಗೆ ಹೆಚ್ಚಿನ ಅನುದಾನ ತರಲಾಗುವುದು. ಕೃಷಿಕರಿಗೆ ಅಗತ್ಯ ನೆರವು ನೀಡಲಾಗುವುದು ಎಂದರು. ಅಭಿವೃದ್ಧಿ ಕಾಮಗಾರಿಗಳಿಗೆ ಚಾಲನೆ ನೀಡಲಾಗಿದೆ. ಎಲ್ಲ ಶಾಸಕರು ಒಗ್ಗಟ್ಟಾಗಿದ್ದೇವೆ ಎಂದು ತಿಳಿಸಿದರು. <box>750 1002 920 1085</box>
registration-marks-center <box>336 1410 376 1418</box>
gita-body-3 <box>470 1192 616 1410</box>
mirji-body-1 <box>206 818 358 1096</box>
mirji-body-2 <box>364 924 514 1096</box>
col-rule-4 <box>664 366 665 776</box>
ayyappa-caption-text: ಅಯ್ಯಪ್ಪ ಸ್ವಾಮಿ ಮಾಲೆ ಧರಿಸಿ ಕಾಲೇಜಿಗೆ ಬಂದಿದ್ದ ವಿದ್ಯಾರ್ಥಿಗಳನ್ನು ಪ್ರಾಂಶುಪಾಲರು ತರಗತಿಗೆ ಪ್ರವೇಶ ನಿರಾಕರಿಸಿ ಅವಮಾನ ಮಾಡಿದ್ದಾರೆ ಎಂದು ಆರೋಪಿಸಿ ಹಿಂದೂ ಸಂಘಟನೆಗಳ ಕಾರ್ಯಕರ್ತರು ಕಾಲೇಜಿನ ಎದುರು ಪ್ರತಿಭಟನೆ ನಡೆಸಿದರು. ನಗರದ ಖಾಸಗಿ ಪದವಿ ಕಾಲೇಜಿನಲ್ಲಿ ಈ ಘಟನೆ ನಡೆದಿದೆ. ಮೂವರು ವಿದ್ಯಾರ್ಥಿಗಳು ಅಯ್ಯಪ್ಪ ಮಾಲೆ ಧರಿಸಿ ಕಾಲೇಜಿಗೆ ಬಂದಿದ್ದರು. ಸಮವಸ್ತ್ರ ಧರಿಸಿ ಬರುವಂತೆ ಪ್ರಾಂಶುಪಾಲರು ಸೂಚಿಸಿದ್ದರು. ಇದನ್ನು ಖಂಡಿಸಿ ಹಿಂದೂ ಜಾಗರಣ ವೇದಿಕೆ, <box>654 904 779 966</box>
section-rule-3 <box>520 970 920 971</box>
pullquote-body: ಸ್ವಿಚ್, ತಂತ್ರ, ಗ್ರಹಬಲ್ಲ, ಗ್ರಹಬಲಂ, ಆತಂಕ ಪಡ್ತಾರ ಕಾಂಗ್ರೆಸ್ ಸರ್ಕಾರ ಮಹಿಳೆಯರು ಮತ್ತು ಬಡವರ ಪರ ಕೆಲಸಗಳನ್ನು ಜಾರಿಗೊಳಿಸಿದ್ದು ನಾವು. ಕಾಂಗ್ರೆಸ್ ಸರ್ಕಾರ. ಆದರೂ ಮೋದಿ ಮೋದಿ ಅಂತ ಕೂಗುತ್ತಾರೆ ಎಂದು ಸಿಎಂ ಸಿದ್ದರಾಮಯ್ಯ ಬೇಸರ ವ್ಯಕ್ತಪಡಿಸಿದರು. <box>533 487 644 526</box>
photo-badge <box>256 72 316 98</box>
mirji-quote-attrib <box>364 896 514 914</box>
sameer-body-1 <box>632 1190 736 1410</box>
kirusuddi-headline-2: ಡಾ.ಜಿ. ಪರಮೇಶ್ವರ್ ಭೇಟಿ <box>40 432 146 446</box>
sameer-headline-1: ಎಸ್‌ಎಸ್‌ಒ ಆಗಿ ಸಮೀರ್ <box>632 1123 813 1148</box>
reg-dot-yellow <box>800 1410 807 1417</box>
gita-body-2 <box>178 1300 464 1410</box>
reg-dot-magenta <box>346 1410 353 1417</box>
ad-line-3: ಸ್ವಚ್ಛಗ್ರಹಿಗಳಾಗೋಣ. <box>771 157 832 167</box>
registration-marks-left <box>92 1410 132 1418</box>
masthead-rule <box>28 58 918 60</box>
kirusuddi-banner <box>28 366 188 410</box>
bar-segment-orange <box>640 1100 780 1106</box>
mirji-quote-role: ರಾಜ್ಯ ಘಟಕದ ಉಪಾಧ್ಯಕ್ಷ <box>411 905 467 913</box>
haikamand-body-1 <box>528 1002 698 1094</box>
ayyappa-dateline: ಚಿಕ್ಕಬಳ್ಳಾಪುರ: <box>528 816 558 824</box>
main-kicker: ಯೋಜನೆಗಳಿಗೆ ಅನುದಾನ ನೀಡದ ಕೇಂದ್ರ: ಸಿದ್ದರಾಮಯ್ಯ <box>206 372 475 390</box>
gita-dateline: ಮೈಸೂರು: <box>28 1192 51 1200</box>
col-rule-2 <box>668 66 669 358</box>
congress-quote-role: ಬಿಜೆಪಿ ರಾಜ್ಯಾಧ್ಯಕ್ಷ <box>844 556 886 564</box>
kirusuddi-body <box>28 566 188 766</box>
dk-body-text: ರಾಜ್ಯದ ಕೇಂದ್ರ ಸಚಿವರು ಸಮಯ ಕೊಟ್ಟರೆ ದೆಹಲಿಗೆ ತೆರಳಿ ಭೇಟಿ ಮಾಡುತ್ತೇನೆ. ನೀರಾವರಿ ಯೋಜನೆಗಳ ಬಗ್ಗೆ ಚರ್ಚಿಸಬೇಕಿದೆ ಎಂದು ಡಿಸಿಎಂ ಡಿ.ಕೆ.ಶಿವಕುಮಾರ್ ತಿಳಿಸಿದರು. ಸುದ್ದಿಗಾರರೊಂದಿಗೆ ಮಾತನಾಡಿದ ಅವರು, ಮೇಕೆದಾಟು, ಮಹದಾಯಿ ಸೇರಿದಂತೆ ಹಲವು ಯೋಜನೆಗಳಿಗೆ ಕೇಂದ್ರದ ಅನುಮತಿ ಬಾಕಿಯಿದೆ. ರಾಜ್ಯದ ಹಿತದೃಷ್ಟಿಯಿಂದ ಕೇಂದ್ರ ಸಚಿವರ ಸಹಕಾರ ಅಗತ್ಯ. ರಾಜಕೀಯ ಭಿನ್ನಾಭಿಪ್ರಾಯ ಬದಿಗಿಟ್ಟು ಕೆಲಸ ಮಾಡೋಣ. ರಾಜ್ಯದ ಸಂಸದರು ಕೂಡ ನಮ್ಮ ಜೊತೆ ಕೈಜೋಡಿಸಬೇಕು. ಹೈಕಮಾಂಡ್ ಕರೆದರೆ ದೆಹಲಿಗೆ ಹೋಗುತ್ತೇನೆ ಎಂದರು. ಮುಖ್ಯಮಂತ್ರಿ ಸ್ಥಾನದ ಬಗ್ಗೆ ನಾನು ಏನೂ ಹೇಳುವುದಿಲ್ಲ. ಪಕ್ಷದ ತೀರ್ಮಾನಕ್ಕೆ ಬದ್ಧನಾಗಿದ್ದೇನೆ ಎಂದು ತಿಳಿಸಿದರು. <box>28 810 188 885</box>
vijayendra-photo <box>804 416 844 470</box>
dinesh-body-text: ನಮ್ಮಲ್ಲಿ ಯಾವುದೇ ಗೊಂದಲವಿಲ್ಲ. ಹೈಕಮಾಂಡ್ ತೀರ್ಮಾನಕ್ಕೆ ಎಲ್ಲರೂ ಬದ್ಧರಾಗಿದ್ದೇವೆ ಎಂದು ಆರೋಗ್ಯ ಸಚಿವ ದಿನೇಶ್ ಗುಂಡೂರಾವ್ ಹೇಳಿದರು. ಸೋಮವಾರ ಸುದ್ದಿಗಾರರೊಂದಿಗೆ ಮಾತನಾಡಿದ ಅವರು, ನಮ್ಮ ಪಕ್ಷದ ನಾಯಕರ ನಡುವೆ ಉತ್ತಮ ಬಾಂಧವ್ಯವಿದೆ. ಮುಖ್ಯಮಂತ್ರಿ ಮತ್ತು ಉಪಮುಖ್ಯಮಂತ್ರಿ ಒಟ್ಟಾಗಿ ಕೆಲಸ ಮಾಡುತ್ತಿದ್ದಾರೆ. ಹೈಕಮಾಂಡ್ ಸೂಚನೆಯಂತೆ ಬ್ರೇಕ್‌ಫಾಸ್ಟ್ ಮೀಟಿಂಗ್ ನಡೆದಿದೆ. ಸರ್ಕಾರ ಸುಭದ್ರವಾಗಿದೆ. ಬಿಜೆಪಿಯವರು ಅನಗತ್ಯ ಗೊಂದಲ ಸೃಷ್ಟಿಸುತ್ತಿದ್ದಾರೆ. ರಾಜ್ಯದ ಅಭಿವೃದ್ಧಿಗೆ ನಮ್ಮ ಸರ್ಕಾರ ಬದ್ಧವಾಗಿದೆ. ಪಕ್ಷದ ಹಿರಿಯರು ತೆಗೆದುಕೊಳ್ಳುವ ನಿರ್ಧಾರಕ್ಕೆ ಎಲ್ಲರೂ ಬದ್ಧ. ಕಾಂಗ್ರೆಸ್ ಪಕ್ಷದಲ್ಲಿ ಶಿಸ್ತು ಇದೆ. ಯಾರೂ ಬಹಿರಂಗ ಹೇಳಿಕೆ ನೀಡಬಾರದು ಎಂದು ಸೂಚನೆ ನೀಡಲಾಗಿದೆ. ಶಾಸಕರು ಮತ್ತು ಸಚಿವರು ಕ್ಷೇತ್ರದ ಕೆಲಸಗಳಲ್ಲಿ ತೊಡಗಿಸಿಕೊಂಡಿದ್ದಾರೆ. ಅಭಿವೃದ್ಧಿ ಕಾರ್ಯಗಳಿಗೆ ಯಾವುದೇ ಅಡ್ಡಿಯಿಲ್ಲ. ಗ್ಯಾರಂಟಿ ಯೋಜನೆಗಳು ಮುಂದುವರಿಯಲಿವೆ ಎಂದು ತಿಳಿಸಿದರು. ಡಿ.ಕೆ.ಶಿವಕುಮಾರ್ ಅವರು ಉಪಮುಖ್ಯಮಂತ್ರಿಯಾಗಿ ಉತ್ತಮ ಕೆಲಸ ಮಾಡುತ್ತಿದ್ದಾರೆ. ಸಿದ್ದರಾಮಯ್ಯ ಅವರ ನಾಯಕತ್ವದಲ್ಲಿ ಸರ್ಕಾರ ಸುಗಮವಾಗಿ ನಡೆಯುತ್ತಿದೆ ಎಂದರು. <box>366 96 664 163</box>
rss-ad <box>674 64 918 356</box>
logo-text: ಹೊಸ ದಿಗಂತ <box>728 6 834 34</box>
pinch-hand-icon <box>33 371 67 405</box>
ayyappa-body-2 <box>788 816 920 966</box>
dinesh-headline: ಯಾವುದೇ ಗೊಂದಲವಿಲ್ಲ: ದಿನೇಶ್ <box>366 69 555 89</box>
reg-dot-yellow <box>112 1410 119 1417</box>
ayyappa-body-1 <box>528 816 648 966</box>
section-title: ಕರ್ನಾಟಕ <box>290 3 418 49</box>
main-headline: ಮೀಸಲು ನಮ್ಮ ಕೊಡುಗೆ <box>210 396 530 442</box>
sameer-body-text: ಏರ್ ಮಾರ್ಷಲ್ ಸಮೀರ್ ಜಯಸಿಂಹ ಪಂಡ್ಸೆ ಅವರು ಭಾರತೀಯ ವಾಯುಪಡೆಯ ತರಬೇತಿ ಕಮಾಂಡ್‌ನ ಹಿರಿಯ ವಾಯು ಸಿಬ್ಬಂದಿ ಅಧಿಕಾರಿಯಾಗಿ (ಎಸ್‌ಎಎಸ್‌ಒ) ಸೋಮವಾರ ಅಧಿಕಾರ ಸ್ವೀಕರಿಸಿದರು. ರಾಷ್ಟ್ರೀಯ ರಕ್ಷಣಾ ಅಕಾಡೆಮಿಯ ಹಳೆಯ ವಿದ್ಯಾರ್ಥಿಯಾಗಿರುವ ಅವರು 1989ರ ಡಿಸೆಂಬರ್‌ನಲ್ಲಿ ವಾಯುಪಡೆಯ ಫ್ಲೈಯಿಂಗ್ ಶಾಖೆಗೆ ನಿಯೋಜನೆಗೊಂಡರು. 36 ವರ್ಷಗಳ ವೃತ್ತಿ ಜೀವನದಲ್ಲಿ ಅವರು ವಿವಿಧ ಯುದ್ಧ ವಿಮಾನಗಳಲ್ಲಿ 5,100 ಗಂಟೆಗಳಿಗೂ ಹೆಚ್ಚು ಹಾರಾಟ ನಡೆಸಿದ ಅನುಭವ ಹೊಂದಿದ್ದಾರೆ. ಅರ್ಹ ಫ್ಲೈಯಿಂಗ್ ಬೋಧಕರಾಗಿ ಹಲವು ಪೈಲಟ್‌ಗಳಿಗೆ ತರಬೇತಿ ನೀಡಿದ್ದಾರೆ. ವೆಲ್ಲಿಂಗ್ಟನ್ ರಕ್ಷಣಾ ಸೇವೆಗಳ ಸಿಬ್ಬಂದಿ ಕಾಲೇಜು ಮತ್ತು ನ್ಯಾಷನಲ್ ಡಿಫೆನ್ಸ್ ಕಾಲೇಜಿನ ಪದವೀಧರರಾಗಿದ್ದಾರೆ. ಮುಂಚೂಣಿ ವಾಯುನೆಲೆಗಳ ಕಮಾಂಡಿಂಗ್ ಅಧಿಕಾರಿಯಾಗಿ ಸೇವೆ ಸಲ್ಲಿಸಿದ್ದಾರೆ. ಈ ನೇಮಕಕ್ಕೂ ಮುನ್ನ ಅವರು ವಾಯುಪಡೆ ಪ್ರಧಾನ ಕಚೇರಿಯಲ್ಲಿ ಸಹಾಯಕ ವಾಯುಪಡೆ ಮುಖ್ಯಸ್ಥರಾಗಿ ಕಾರ್ಯನಿರ್ವಹಿಸಿದ್ದರು. ಅವರ ಸೇವೆಗೆ 2015ರಲ್ಲಿ ವಾಯುಸೇನಾ ಪದಕ ಮತ್ತು 2021ರಲ್ಲಿ ಅತಿ ವಿಶಿಷ್ಟ ಸೇವಾ ಪದಕ ನೀಡಿ ಗೌರವಿಸಲಾಗಿದೆ. <box>632 1190 736 1373</box>
color-divider-bar <box>196 1100 918 1106</box>
main-dateline: ಬೆಂಗಳೂರು: <box>206 450 233 458</box>
section-rule-1 <box>28 360 918 361</box>
photo-badge-text: ಪೊಲೀಸರ ಪಥಸಂಚಲನ <box>272 77 300 93</box>
mirji-headline: ಅಭಿವೃದ್ಧಿ ಕುಸಿತ: ಮಿರ್ಜಿ <box>210 784 417 814</box>
kodi-math-illustration <box>28 456 188 562</box>
registration-marks-right <box>780 1410 820 1418</box>
reg-dot-cyan <box>92 1410 99 1417</box>
main-pullquote <box>526 452 656 570</box>
congress-quote-text: ಪ್ರತಿ ದಿನ ಮುಖ್ಯ ಮಂತ್ರಿ ಕುರ್ಚಿಗೆ ಕುಸ್ತಿಯಾಟ ನಡೆಯುತ್ತಿದೆ. ಒಂದು ಮಾತಿನ ಪ್ರಕಾರ ಅಧಿಕಾರ ಹಸ್ತಾಂತರ ನಡೆಯಬೇಕು ಎನ್ನುವವರು, ಕಾರ್ಯಕ್ರಮದಲ್ಲಿ ತಾವೇ ಮುಖ್ಯಮಂತ್ರಿ ಎಂದು ಪ್ರಚಾರ ನಡೆಸಿವೆ. <box>846 435 918 494</box>
kirusuddi-label: ಕಿರುಸುದ್ದಿ <box>79 377 129 397</box>
quote-mark-icon <box>408 817 428 831</box>
lamp-icon <box>702 12 726 36</box>
congress-body-1 <box>676 414 798 776</box>
gita-kicker: ಅವಧೂತ ದತ್ತ ಪೀಠದಲ್ಲಿ ಗೀತಾ ಜಯಂತಿ ಅಂಗವಾಗಿ ಭಗವದ್ಗೀತೆ ಪಾರಾಯಣ <box>30 1116 372 1132</box>
congress-quote-name: ಬಿ.ವೈ.ವಿಜಯೇಂದ್ರ, <box>810 546 859 555</box>
gita-body-text: ಜಗದ್ಗುರು ಶ್ರೀ ಕೃಷ್ಣ ಪರಮಾತ್ಮನು ಭಗವದ್ಗೀತೆಯಲ್ಲಿ ಅರ್ಜುನನಿಗೆ ಮಾಡಿದ ಉಪದೇಶ ಮನುಕುಲಕ್ಕೆ ದಾರಿದೀಪವಾಗಿದೆ. ಭಗವದ್ಗೀತೆ ಪ್ರತಿಯೊಬ್ಬರ ಜೀವನದ ಉಸಿರಾಗಬೇಕು ಎಂದು ಅವಧೂತ ದತ್ತ ಪೀಠದ ಶ್ರೀ ಗಣಪತಿ ಸಚ್ಚಿದಾನಂದ ಸ್ವಾಮೀಜಿ ನುಡಿದರು. ಗೀತಾ ಜಯಂತಿ ಅಂಗವಾಗಿ ಆಶ್ರಮದಲ್ಲಿ ಆಯೋಜಿಸಿದ್ದ ಸಾಮೂಹಿಕ ಭಗವದ್ಗೀತೆ ಪಾರಾಯಣ ಕಾರ್ಯಕ್ರಮದಲ್ಲಿ ಆಶೀರ್ವಚನ ನೀಡಿದರು. ಗೀತೆಯ ಪ್ರತಿ ಶ್ಲೋಕವೂ ಜೀವನ ಮೌಲ್ಯಗಳನ್ನು ಬೋಧಿಸುತ್ತದೆ. ಕರ್ಮ, ಭಕ್ತಿ, ಜ್ಞಾನ ಮಾರ್ಗಗಳ ಸಮನ್ವಯವನ್ನು ಗೀತೆ ತಿಳಿಸುತ್ತದೆ. ಯುವಜನರು ಗೀತೆಯ ಅಧ್ಯಯನ ಮಾಡಬೇಕು. ಮಕ್ಕಳಿಗೆ ಬಾಲ್ಯದಿಂದಲೇ ಗೀತೆಯ ಸಂಸ್ಕಾರ ನೀಡಬೇಕು. ದೇಶ ವಿದೇಶಗಳ ಸಾವಿರಾರು ಭಕ್ತರು ಪಾರಾಯಣದಲ್ಲಿ ಪಾಲ್ಗೊಂಡಿದ್ದರು. ಹದಿನೆಂಟು ಅಧ್ಯಾಯಗಳ ಏಳುನೂರು ಶ್ಲೋಕಗಳನ್ನು ಸಾಮೂಹಿಕವಾಗಿ ಪಠಿಸಲಾಯಿತು. ಕಿರಿಯ ಶ್ರೀ ದತ್ತ ವಿಜಯಾನಂದ ತೀರ್ಥ ಸ್ವಾಮೀಜಿ ಸಾನ್ನಿಧ್ಯ ವಹಿಸಿದ್ದರು. ಹೈದರಾಬಾದ್‌ನಲ್ಲಿ ಬೃಹತ್ ಪಾರಾಯಣ: ಮುಂದಿನ ತಿಂಗಳು ಹೈದರಾಬಾದ್‌ನಲ್ಲಿ ಒಂದು ಲಕ್ಷ ಜನರಿಂದ ಗೀತಾ ಪಾರಾಯಣ ನಡೆಯಲಿದೆ. ಗೀತಾ ಪಾರಾಯಣ ಸಂಕಲ್ಪ: ಪ್ರತಿಯೊಬ್ಬರೂ ಪ್ರತಿದಿನ ಕನಿಷ್ಠ ಒಂದು ಅಧ್ಯಾಯವನ್ನು ಪಠಿಸುವ ಸಂಕಲ್ಪ ಮಾಡಬೇಕು ಎಂದರು. ಆಶ್ರಮದ ವತಿಯಿಂದ 700ಕ್ಕೂ ಹೆಚ್ಚು ಕೇಂದ್ರಗಳಲ್ಲಿ ಗೀತಾ ತರಗತಿ ನಡೆಸಲಾಗುತ್ತಿದೆ. ಹಂಗರಿ, ಅಮೆರಿಕ, ಜರ್ಮನಿ ಸೇರಿದಂತೆ ವಿವಿಧ ದೇಶಗಳ ಭಕ್ತರೂ ಭಾಗವಹಿಸಿದ್ದರು. ಸಂಗೀತ ಕಾರ್ಯಕ್ರಮ, ನೃತ್ಯ ರೂಪಕ ಗಮನ ಸೆಳೆದವು. <box>28 1192 172 1358</box>
haikamand-dateline: ದಾವಣಗೆರೆ: <box>528 1002 553 1010</box>
section-rule-2 <box>194 778 918 779</box>
reg-dot-black <box>122 1410 129 1417</box>
congress-dateline: ಬೀದರ್: <box>676 414 695 422</box>
reg-dot-yellow <box>356 1410 363 1417</box>
masthead-divider <box>142 10 143 46</box>
gita-parayana-illustration <box>178 1192 464 1296</box>
masthead-city: ಬೆಂಗಳೂರು <box>72 36 102 45</box>
kodi-math-photo <box>28 456 188 562</box>
gita-body-text-3: ಜಗದ್ಗುರು ಶ್ರೀ ಕೃಷ್ಣ ಪರಮಾತ್ಮನು ಭಗವದ್ಗೀತೆಯಲ್ಲಿ ಅರ್ಜುನನಿಗೆ ಮಾಡಿದ ಉಪದೇಶ ಮನುಕುಲಕ್ಕೆ ದಾರಿದೀಪವಾಗಿದೆ. ಭಗವದ್ಗೀತೆ ಪ್ರತಿಯೊಬ್ಬರ ಜೀವನದ ಉಸಿರಾಗಬೇಕು ಎಂದು ಅವಧೂತ ದತ್ತ ಪೀಠದ ಶ್ರೀ ಗಣಪತಿ ಸಚ್ಚಿದಾನಂದ ಸ್ವಾಮೀಜಿ ನುಡಿದರು. ಗೀತಾ ಜಯಂತಿ ಅಂಗವಾಗಿ ಆಶ್ರಮದಲ್ಲಿ ಆಯೋಜಿಸಿದ್ದ ಸಾಮೂಹಿಕ ಭಗವದ್ಗೀತೆ ಪಾರಾಯಣ ಕಾರ್ಯಕ್ರಮದಲ್ಲಿ ಆಶೀರ್ವಚನ ನೀಡಿದರು. ಗೀತೆಯ ಪ್ರತಿ ಶ್ಲೋಕವೂ ಜೀವನ ಮೌಲ್ಯಗಳನ್ನು ಬೋಧಿಸುತ್ತದೆ. ಕರ್ಮ, ಭಕ್ತಿ, ಜ್ಞಾನ ಮಾರ್ಗಗಳ ಸಮನ್ವಯವನ್ನು ಗೀತೆ ತಿಳಿಸುತ್ತದೆ. ಯುವಜನರು ಗೀತೆಯ ಅಧ್ಯಯನ ಮಾಡಬೇಕು. ಮಕ್ಕಳಿಗೆ ಬಾಲ್ಯದಿಂದಲೇ ಗೀತೆಯ ಸಂಸ್ಕಾರ ನೀಡಬೇಕು. ದೇಶ ವಿದೇಶಗಳ ಸಾವಿರಾರು ಭಕ್ತರು ಪಾರಾಯಣದಲ್ಲಿ ಪಾಲ್ಗೊಂಡಿದ್ದರು. ಹದಿನೆಂಟು ಅಧ್ಯಾಯಗಳ ಏಳುನೂರು ಶ್ಲೋಕಗಳನ್ನು ಸಾಮೂಹಿಕವಾಗಿ ಪಠಿಸಲಾಯಿತು. ಕಿರಿಯ ಶ್ರೀ ದತ್ತ ವಿಜಯಾನಂದ ತೀರ್ಥ ಸ್ವಾಮೀಜಿ ಸಾನ್ನಿಧ್ಯ ವಹಿಸಿದ್ದರು. ಹೈದರಾಬಾದ್‌ನಲ್ಲಿ ಬೃಹತ್ ಪಾರಾಯಣ: ಮುಂದಿನ ತಿಂಗಳು ಹೈದರಾಬಾದ್‌ನಲ್ಲಿ ಒಂದು ಲಕ್ಷ ಜನರಿಂದ ಗೀತಾ ಪಾರಾಯಣ ನಡೆಯಲಿದೆ. ಗೀತಾ ಪಾರಾಯಣ ಸಂಕಲ್ಪ: ಪ್ರತಿಯೊಬ್ಬರೂ ಪ್ರತಿದಿನ ಕನಿಷ್ಠ ಒಂದು ಅಧ್ಯಾಯವನ್ನು ಪಠಿಸುವ ಸಂಕಲ್ಪ ಮಾಡಬೇಕು ಎಂದರು. ಆಶ್ರಮದ ವತಿಯಿಂದ 700ಕ್ಕೂ ಹೆಚ್ಚು ಕೇಂದ್ರಗಳಲ್ಲಿ ಗೀತಾ ತರಗತಿ ನಡೆಸಲಾಗುತ್ತಿದೆ. ಹಂಗರಿ, ಅಮೆರಿಕ, ಜರ್ಮನಿ ಸೇರಿದಂತೆ ವಿವಿಧ ದೇಶಗಳ ಭಕ್ತರೂ ಭಾಗವಹಿಸಿದ್ದರು. ಸಂಗೀತ ಕಾರ್ಯಕ್ರಮ, ನೃತ್ಯ ರೂಪಕ ಗಮನ ಸೆಳೆದವು. <box>470 1192 616 1358</box>
dk-dateline: ಬೆಂಗಳೂರು: <box>28 810 55 818</box>
bar-segment-gray <box>346 1100 626 1106</box>
mirji-dateline: ಹುಬ್ಬಳ್ಳಿ: <box>206 818 224 826</box>
minister-portrait <box>702 1004 744 1062</box>
cm-dcm-photo <box>362 452 522 570</box>
dinesh-headline-rule <box>362 92 664 93</box>
congress-body-text: ರಾಜ್ಯದ ಮಹಾಜನರು ಕಾಂಗ್ರೆಸ್ ನ ಸ್ವಾರ್ಥ ರಾಜಕಾರಣ ನೋಡಿ ಬೇಸತ್ತಿದ್ದಾರೆ. ಹೀಗಾಗಿ, ಯಾವುದೇ ಕಾರಣಕ್ಕೂ ಕಾಂಗ್ರೆಸ್ ಜತೆ ಸೇರುವ ಪ್ರಶ್ನೆಯೇ ಇಲ್ಲ ಎಂದು ಬಿಜೆಪಿ ರಾಜ್ಯಾಧ್ಯಕ್ಷ ಬಿ.ವೈ.ವಿಜಯೇಂದ್ರ ಸ್ಪಷ್ಟಪಡಿಸಿದರು. ಸುದ್ದಿಗಾರರೊಂದಿಗೆ ಮಾತನಾಡಿದ ಅವರು, ರಾಜ್ಯದಲ್ಲಿ ಮುಖ್ಯಮಂತ್ರಿ ಕುರ್ಚಿಗಾಗಿ ಕಿತ್ತಾಟ ನಡೆಯುತ್ತಿದೆ. ಆಡಳಿತ ಯಂತ್ರ ಸಂಪೂರ್ಣವಾಗಿ ಕುಸಿದಿದೆ. ಅಭಿವೃದ್ಧಿ ಕೆಲಸಗಳು ಸ್ಥಗಿತಗೊಂಡಿವೆ. ರೈತರು ಸಂಕಷ್ಟದಲ್ಲಿದ್ದಾರೆ. ಕಾಂಗ್ರೆಸ್ ಹೈಕಮಾಂಡ್ ಗೊಂದಲ ಬಗೆಹರಿಸುವಲ್ಲಿ ವಿಫಲವಾಗಿದೆ. ಜೆಡಿಎಸ್ ಜತೆಗಿನ ಮೈತ್ರಿ ಮುಂದುವರಿಯಲಿದೆ. ಮುಂಬರುವ ಚುನಾವಣೆಯಲ್ಲಿ ಒಗ್ಗಟ್ಟಾಗಿ ಸ್ಪರ್ಧಿಸಲಿದ್ದೇವೆ. ಕಾಂಗ್ರೆಸ್ ಸರ್ಕಾರ ತನ್ನ ಭಾರದಿಂದಲೇ ಕುಸಿಯಲಿದೆ. ಜನರು ಬದಲಾವಣೆ ಬಯಸುತ್ತಿದ್ದಾರೆ. ಪಕ್ಷದ ಸಂಘಟನೆ ಬಲಪಡಿಸುವ ಕೆಲಸ ನಡೆಯುತ್ತಿದೆ. ಉತ್ತರ ಕರ್ನಾಟಕದ ಅಭಿವೃದ್ಧಿ ಕುರಿತು ಅಧಿವೇಶನದಲ್ಲಿ ಸರ್ಕಾರವನ್ನು ತರಾಟೆಗೆ ತೆಗೆದುಕೊಳ್ಳಲಾಗುವುದು. ಬೆಳಗಾವಿ ಅಧಿವೇಶನದಲ್ಲಿ ರೈತರ ಸಮಸ್ಯೆಗಳ ಬಗ್ಗೆ ಧ್ವನಿ ಎತ್ತುತ್ತೇವೆ ಎಂದರು. <box>676 414 798 555</box>
col-rule-1 <box>356 66 357 358</box>
reg-dot-magenta <box>102 1410 109 1417</box>
col-rule-5 <box>518 782 519 1094</box>
ad-line-2: ನಮ್ಮ ಆದ್ಯತೆಯ ಸ್ಥಾನವಾಗಿರಲಿ. <box>745 143 836 153</box>
